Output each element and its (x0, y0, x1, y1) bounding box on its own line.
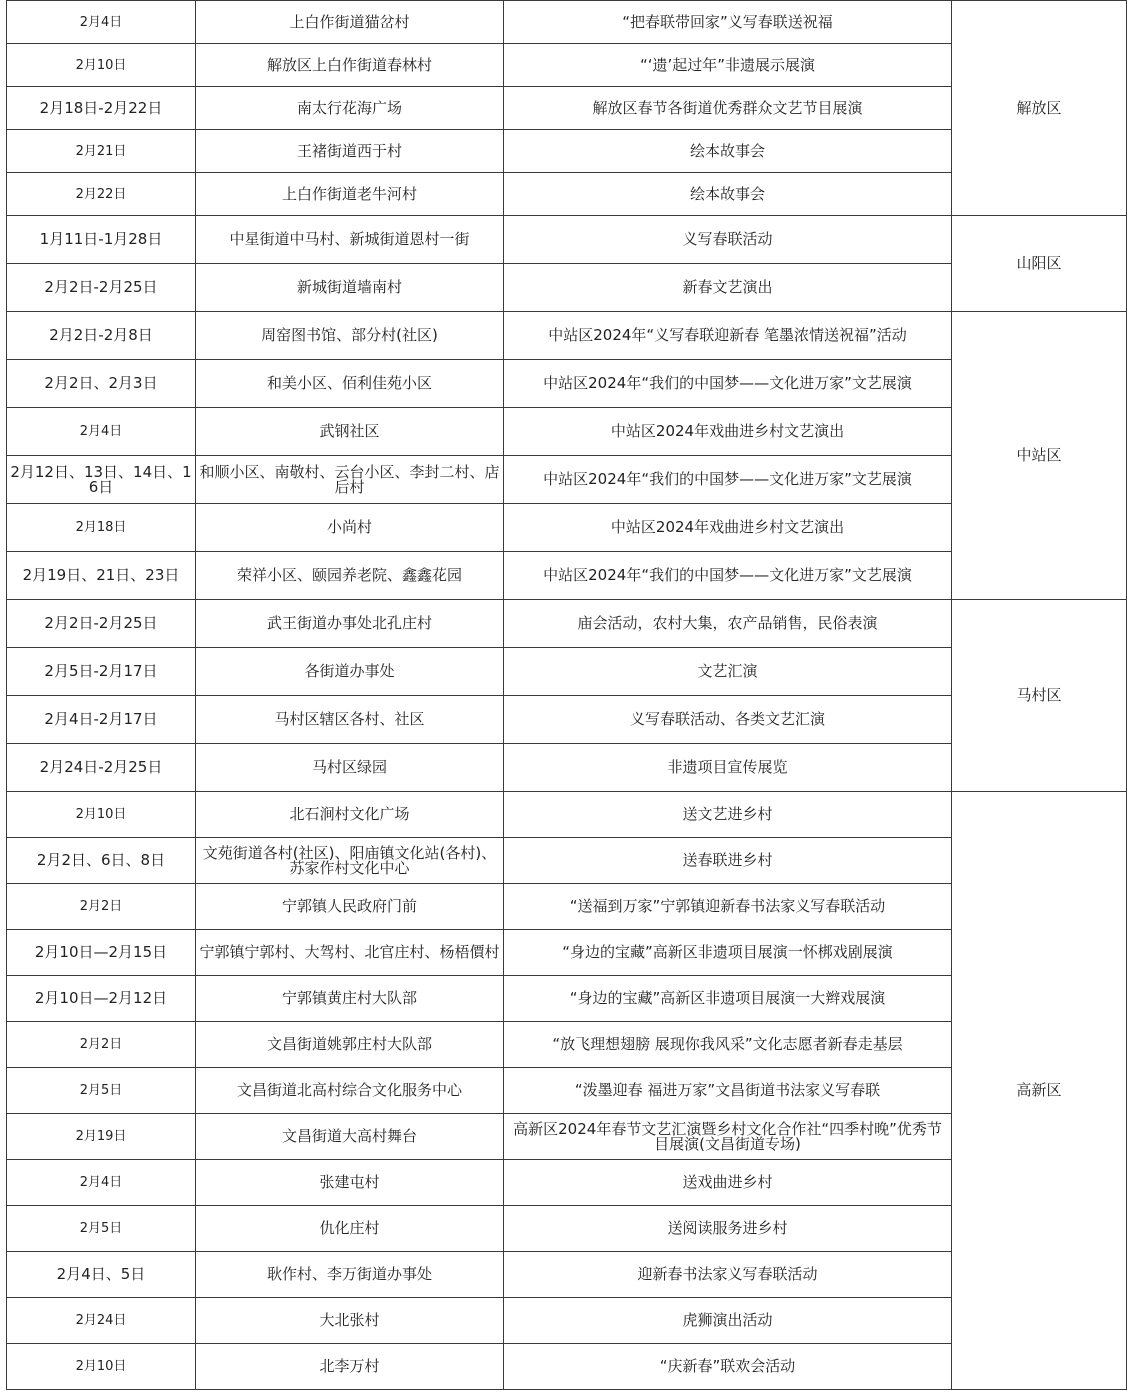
activity-cell: “放飞理想翅膀 展现你我风采”文化志愿者新春走基层 (504, 1022, 952, 1068)
district-cell: 中站区 (952, 312, 1127, 600)
date-cell: 2月4日-2月17日 (7, 696, 196, 744)
date-cell: 2月4日 (7, 1, 196, 44)
location-cell: 中星街道中马村、新城街道恩村一街 (196, 216, 504, 264)
date-cell: 2月5日-2月17日 (7, 648, 196, 696)
table-row (7, 1, 1127, 44)
activity-cell: 非遗项目宣传展览 (504, 744, 952, 792)
location-cell: 新城街道墙南村 (196, 264, 504, 312)
date-cell: 2月10日 (7, 1344, 196, 1390)
location-cell: 张建屯村 (196, 1160, 504, 1206)
activity-cell: 新春文艺演出 (504, 264, 952, 312)
activity-cell: 虎狮演出活动 (504, 1298, 952, 1344)
date-cell: 2月2日-2月25日 (7, 600, 196, 648)
date-cell: 2月2日-2月25日 (7, 264, 196, 312)
activity-cell: 文艺汇演 (504, 648, 952, 696)
table-row (7, 312, 1127, 360)
activity-cell: 义写春联活动 (504, 216, 952, 264)
location-cell: 大北张村 (196, 1298, 504, 1344)
table-row (7, 600, 1127, 648)
location-cell: 北李万村 (196, 1344, 504, 1390)
date-cell: 2月12日、13日、14日、16日 (7, 456, 196, 504)
date-cell: 2月2日 (7, 1022, 196, 1068)
date-cell: 2月19日、21日、23日 (7, 552, 196, 600)
activity-cell: 庙会活动，农村大集，农产品销售，民俗表演 (504, 600, 952, 648)
activity-cell: 送戏曲进乡村 (504, 1160, 952, 1206)
location-cell: 马村区辖区各村、社区 (196, 696, 504, 744)
location-cell: 宁郭镇黄庄村大队部 (196, 976, 504, 1022)
date-cell: 2月18日-2月22日 (7, 87, 196, 130)
activity-cell: 迎新春书法家义写春联活动 (504, 1252, 952, 1298)
district-cell: 解放区 (952, 1, 1127, 216)
location-cell: 武钢社区 (196, 408, 504, 456)
activity-cell: 中站区2024年“义写春联迎新春 笔墨浓情送祝福”活动 (504, 312, 952, 360)
location-cell: 宁郭镇人民政府门前 (196, 884, 504, 930)
location-cell: 和美小区、佰利佳苑小区 (196, 360, 504, 408)
location-cell: 马村区绿园 (196, 744, 504, 792)
location-cell: 上白作街道老牛河村 (196, 173, 504, 216)
location-cell: 各街道办事处 (196, 648, 504, 696)
date-cell: 2月24日 (7, 1298, 196, 1344)
date-cell: 2月5日 (7, 1068, 196, 1114)
table-row (7, 216, 1127, 264)
activity-cell: 中站区2024年“我们的中国梦——文化进万家”文艺展演 (504, 552, 952, 600)
location-cell: 和顺小区、南敬村、云台小区、李封二村、店后村 (196, 456, 504, 504)
location-cell: 解放区上白作街道春林村 (196, 44, 504, 87)
activity-cell: 中站区2024年戏曲进乡村文艺演出 (504, 504, 952, 552)
activity-cell: “‘遗’起过年”非遗展示展演 (504, 44, 952, 87)
location-cell: 南太行花海广场 (196, 87, 504, 130)
activity-cell: 送文艺进乡村 (504, 792, 952, 838)
location-cell: 王褚街道西于村 (196, 130, 504, 173)
district-cell: 山阳区 (952, 216, 1127, 312)
table-row (7, 792, 1127, 838)
date-cell: 2月2日-2月8日 (7, 312, 196, 360)
date-cell: 2月2日 (7, 884, 196, 930)
activity-cell: 送春联进乡村 (504, 838, 952, 884)
location-cell: 仇化庄村 (196, 1206, 504, 1252)
activity-cell: “把春联带回家”义写春联送祝福 (504, 1, 952, 44)
date-cell: 2月21日 (7, 130, 196, 173)
activity-cell: 高新区2024年春节文艺汇演暨乡村文化合作社“四季村晚”优秀节目展演(文昌街道专场) (504, 1114, 952, 1160)
location-cell: 文苑街道各村(社区)、阳庙镇文化站(各村)、苏家作村文化中心 (196, 838, 504, 884)
location-cell: 周窑图书馆、部分村(社区) (196, 312, 504, 360)
schedule-table (6, 0, 1127, 1390)
activity-cell: 解放区春节各街道优秀群众文艺节目展演 (504, 87, 952, 130)
district-cell: 马村区 (952, 600, 1127, 792)
date-cell: 2月5日 (7, 1206, 196, 1252)
activity-cell: “泼墨迎春 福进万家”文昌街道书法家义写春联 (504, 1068, 952, 1114)
date-cell: 2月22日 (7, 173, 196, 216)
activity-cell: 中站区2024年戏曲进乡村文艺演出 (504, 408, 952, 456)
activity-cell: 中站区2024年“我们的中国梦——文化进万家”文艺展演 (504, 456, 952, 504)
location-cell: 文昌街道姚郭庄村大队部 (196, 1022, 504, 1068)
location-cell: 耿作村、李万街道办事处 (196, 1252, 504, 1298)
location-cell: 文昌街道北高村综合文化服务中心 (196, 1068, 504, 1114)
location-cell: 上白作街道猫岔村 (196, 1, 504, 44)
activity-cell: “身边的宝藏”高新区非遗项目展演一怀梆戏剧展演 (504, 930, 952, 976)
date-cell: 2月10日 (7, 44, 196, 87)
district-cell: 高新区 (952, 792, 1127, 1390)
activity-cell: “身边的宝藏”高新区非遗项目展演一大辫戏展演 (504, 976, 952, 1022)
date-cell: 2月4日 (7, 1160, 196, 1206)
activity-cell: 送阅读服务进乡村 (504, 1206, 952, 1252)
activity-cell: “庆新春”联欢会活动 (504, 1344, 952, 1390)
date-cell: 2月2日、6日、8日 (7, 838, 196, 884)
date-cell: 2月4日 (7, 408, 196, 456)
activity-cell: 义写春联活动、各类文艺汇演 (504, 696, 952, 744)
date-cell: 2月24日-2月25日 (7, 744, 196, 792)
date-cell: 2月18日 (7, 504, 196, 552)
date-cell: 2月10日 (7, 792, 196, 838)
activity-cell: “送福到万家”宁郭镇迎新春书法家义写春联活动 (504, 884, 952, 930)
activity-cell: 绘本故事会 (504, 173, 952, 216)
location-cell: 荣祥小区、颐园养老院、鑫鑫花园 (196, 552, 504, 600)
date-cell: 1月11日-1月28日 (7, 216, 196, 264)
date-cell: 2月4日、5日 (7, 1252, 196, 1298)
date-cell: 2月19日 (7, 1114, 196, 1160)
location-cell: 宁郭镇宁郭村、大驾村、北官庄村、杨梧價村 (196, 930, 504, 976)
schedule-body (7, 1, 1127, 1390)
date-cell: 2月2日、2月3日 (7, 360, 196, 408)
location-cell: 文昌街道大高村舞台 (196, 1114, 504, 1160)
location-cell: 小尚村 (196, 504, 504, 552)
location-cell: 武王街道办事处北孔庄村 (196, 600, 504, 648)
activity-cell: 绘本故事会 (504, 130, 952, 173)
location-cell: 北石涧村文化广场 (196, 792, 504, 838)
activity-cell: 中站区2024年“我们的中国梦——文化进万家”文艺展演 (504, 360, 952, 408)
date-cell: 2月10日—2月12日 (7, 976, 196, 1022)
date-cell: 2月10日—2月15日 (7, 930, 196, 976)
